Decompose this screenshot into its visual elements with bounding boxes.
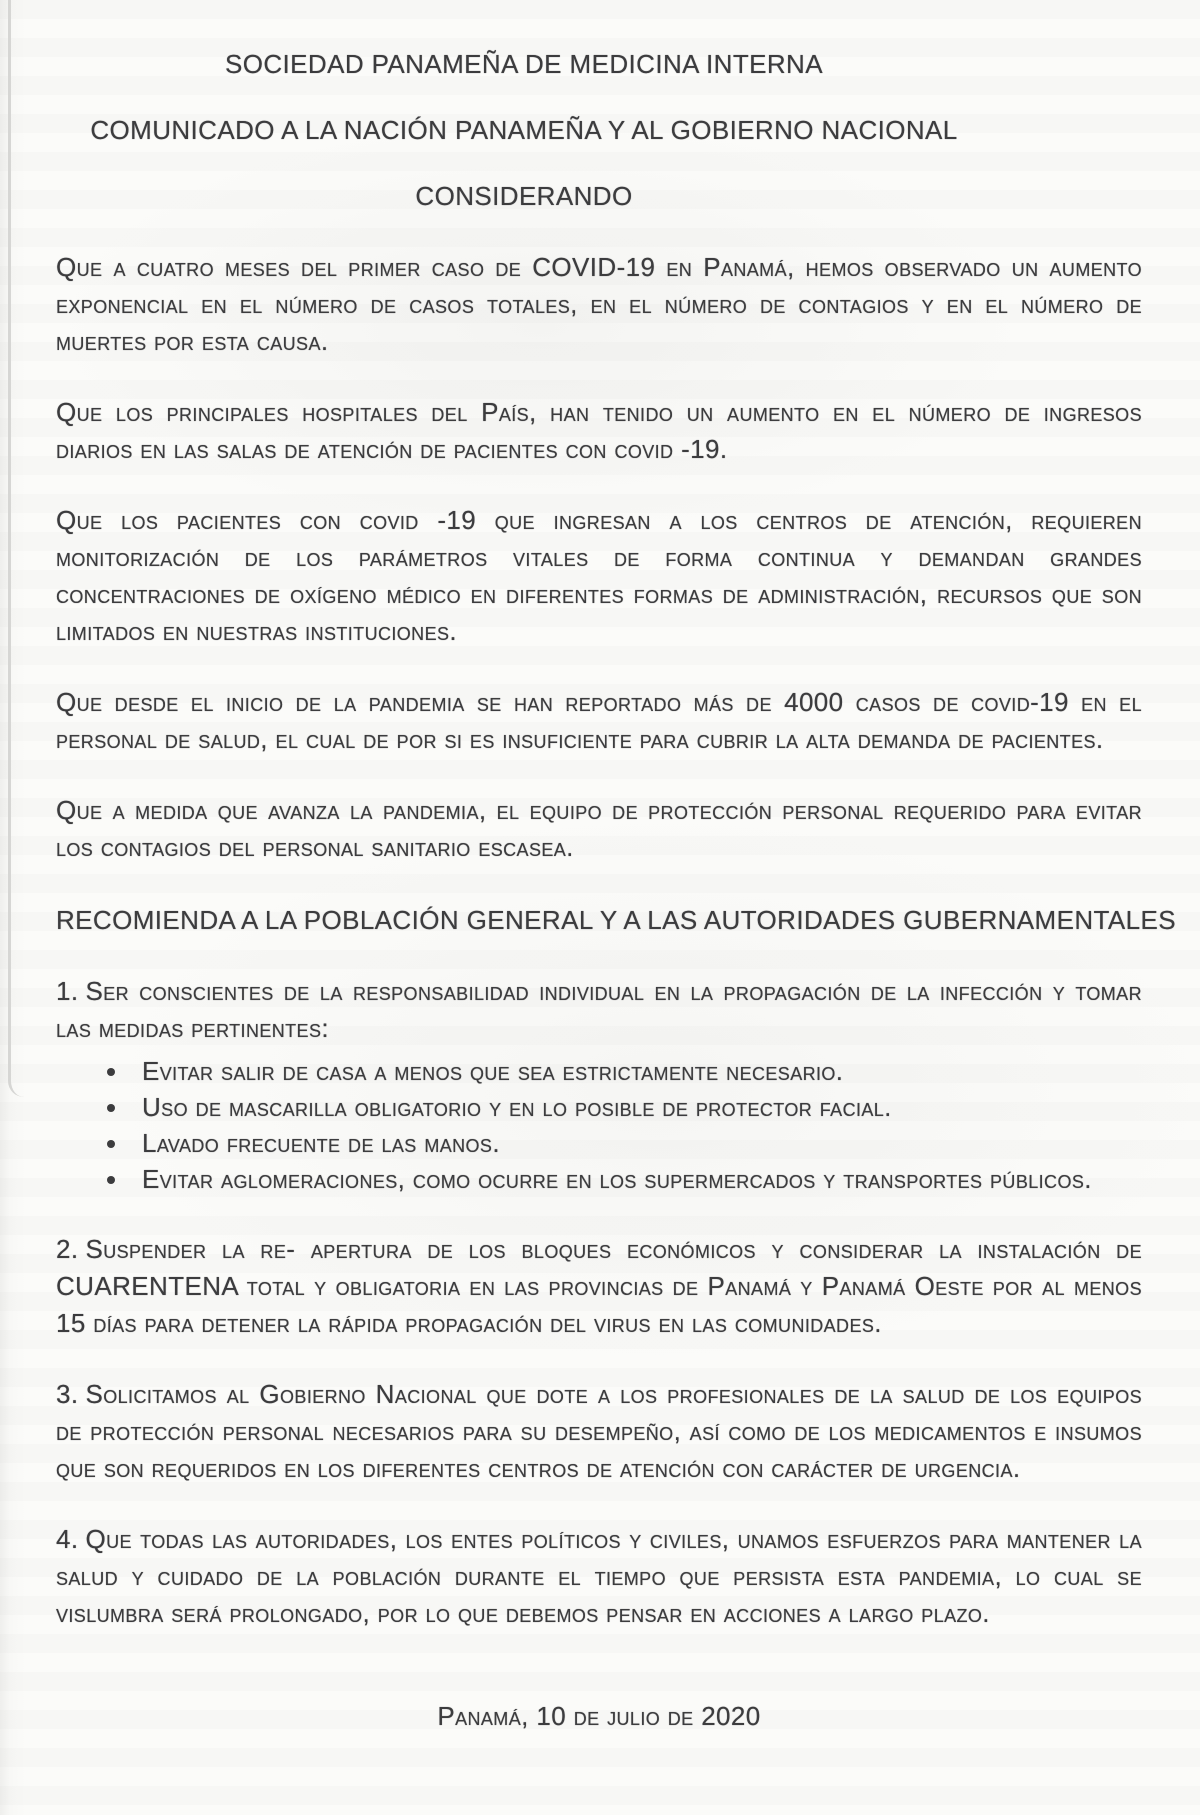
date-footer: Panamá, 10 de julio de 2020 [437,1701,761,1731]
item-number: 4. [56,1524,79,1554]
item-number: 3. [56,1379,79,1409]
recommendation-item-3 [56,1376,1142,1487]
item-text: Solicitamos al Gobierno Nacional que dote a los profesionales de la salud de los equipos de protección personal necesarios para su desempeño, así como de los medicamentos e insumos que son requeridos en los diferentes centros de atención con carácter de urgencia. [56,1379,1142,1483]
consideration-paragraph-3: Que los pacientes con covid -19 que ingresan a los centros de atención, requieren monitorización de los parámetros vitales de forma continua y demandan grandes concentraciones de oxígeno médico en diferentes formas de administración, recursos que son limitados en nuestras instituciones. [56,505,1142,646]
recommendation-text-2 [56,1231,1142,1342]
communique-title: COMUNICADO A LA NACIÓN PANAMEÑA Y AL GOBIERNO NACIONAL [90,115,958,145]
bullet-item-3: • Lavado frecuente de las manos. [130,1125,1142,1161]
bullet-item-2: • Uso de mascarilla obligatorio y en lo posible de protector facial. [130,1089,1142,1125]
consideration-paragraph-1: Que a cuatro meses del primer caso de COVID-19 en Panamá, hemos observado un aumento exponencial en el número de casos totales, en el número de contagios y en el número de muertes por esta causa. [56,252,1142,356]
consideration-paragraph-2: Que los principales hospitales del País, han tenido un aumento en el número de ingresos diarios en las salas de atención de pacientes con covid -19. [56,397,1142,464]
consideration-paragraph-4: Que desde el inicio de la pandemia se han reportado más de 4000 casos de covid-19 en el personal de salud, el cual de por si es insuficiente para cubrir la alta demanda de pacientes. [56,687,1142,754]
recommendation-item-2 [56,1231,1142,1342]
bullet-list [56,1053,1142,1197]
recommendation-item-1 [56,973,1142,1197]
item-number: 2. [56,1234,79,1264]
consideration-paragraph-5: Que a medida que avanza la pandemia, el equipo de protección personal requerido para evitar los contagios del personal sanitario escasea. [56,795,1142,862]
considerando-heading: CONSIDERANDO [415,181,633,211]
item-text: Que todas las autoridades, los entes políticos y civiles, unamos esfuerzos para mantener la salud y cuidado de la población durante el tiempo que persista esta pandemia, lo cual se vislumbra será prolongado, por lo que debemos pensar en acciones a largo plazo. [56,1524,1142,1628]
bullet-item-1: • Evitar salir de casa a menos que sea estrictamente necesario. [130,1053,1142,1089]
recommendation-text-3 [56,1376,1142,1487]
bullet-item-4: • Evitar aglomeraciones, como ocurre en los supermercados y transportes públicos. [130,1161,1142,1197]
item-text: Suspender la re- apertura de los bloques económicos y considerar la instalación de CUARENTENA total y obligatoria en las provincias de Panamá y Panamá Oeste por al menos 15 días para detener la rápida propagación del virus en las comunidades. [56,1234,1142,1338]
recommendation-text-1 [56,973,1142,1047]
item-number: 1. [56,976,79,1006]
item-text: Ser conscientes de la responsabilidad individual en la propagación de la infección y tomar las medidas pertinentes: [56,976,1142,1043]
recommendation-item-4 [56,1521,1142,1632]
recommendation-text-4 [56,1521,1142,1632]
recommendations-heading: RECOMIENDA A LA POBLACIÓN GENERAL Y A LAS AUTORIDADES GUBERNAMENTALES [56,905,1176,935]
organization-title: SOCIEDAD PANAMEÑA DE MEDICINA INTERNA [225,49,823,79]
